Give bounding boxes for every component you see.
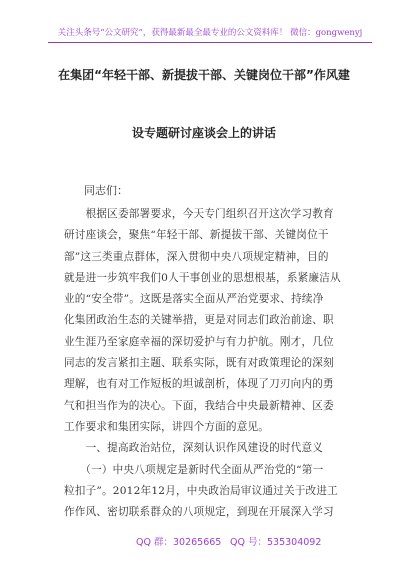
body-line: 同志的发言紧扣主题、联系实际，既有对政策理论的深刻 [64,357,334,370]
body-line: 作作风、密切联系群众的八项规定，到现在开展深入学习 [64,506,334,519]
body-line: 气和担当作为的决心。下面，我结合中央最新精神、区委 [64,399,334,412]
qq-number: QQ 号：535304092 [230,537,322,548]
section-heading: 一、提高政治站位，深刻认识作风建设的时代意义 [64,442,324,455]
body-line: 部”这三类重点群体，深入贯彻中央八项规定精神，目的 [64,250,329,263]
document-title-line-2: 设专题研讨座谈会上的讲话 [131,126,276,140]
body-line: 理解，也有对工作短板的坦诚剖析，体现了刀刃向内的勇 [64,378,334,391]
salutation: 同志们： [84,184,128,197]
body-line: 工作要求和集团实际，讲四个方面的意见。 [64,420,270,433]
body-line: （一）中央八项规定是新时代全面从严治党的“第一 [64,463,324,476]
body-line: 业的“安全带”。这既是落实全面从严治党要求、持续净 [64,293,324,306]
body-line: 根据区委部署要求，今天专门组织召开这次学习教育 [64,208,334,220]
body-text [64,204,358,523]
body-line: 业生涯乃至家庭幸福的深切爱护与有力护航。刚才，几位 [64,335,334,348]
body-line: 就是进一步筑牢我们0人干事创业的思想根基，系紧廉洁从 [64,271,341,284]
header-banner: 关注头条号“公文研究”，获得最新最全最专业的公文资料库！ 微信：gongwenyj [48,24,372,43]
body-line: 化集团政治生态的关键举措，更是对同志们政治前途、职 [64,314,334,327]
document-title-line-1: 在集团“年轻干部、新提拔干部、关键岗位干部”作风建 [58,68,350,82]
body-line: 研讨座谈会，聚焦“年轻干部、新提拔干部、关键岗位干 [64,229,329,242]
qq-group-number: QQ 群：30265665 [136,537,222,548]
body-line: 粒扣子”。2012年12月，中央政治局审议通过关于改进工 [64,484,338,497]
